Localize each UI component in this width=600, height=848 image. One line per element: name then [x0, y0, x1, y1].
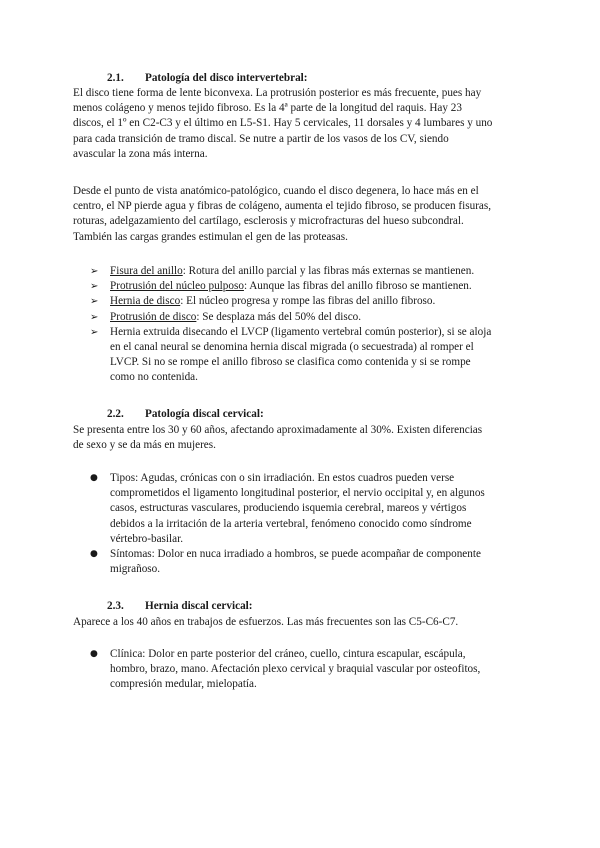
list-item [90, 264, 530, 279]
text-line: como no contenida. [110, 371, 198, 384]
term: Hernia de disco [110, 295, 181, 308]
text-line: de sexo y se da más en mujeres. [73, 439, 216, 452]
section-title: Patología discal cervical: [145, 408, 264, 420]
arrow-bullet-icon: ➢ [90, 266, 99, 277]
term: Protrusión de disco [110, 310, 197, 323]
definition: : Rotura del anillo parcial y las fibras más externas se mantienen. [182, 265, 475, 277]
bullet-dot-icon: ● [90, 649, 98, 659]
bullet-list-hernia [90, 647, 530, 693]
text-line: Tipos: Agudas, crónicas con o sin irradiación. En estos cuadros pueden verse [110, 472, 455, 484]
text-line: El disco tiene forma de lente biconvexa. La protrusión posterior es más frecuente, pues hay [73, 87, 482, 99]
section-number: 2.3. [107, 600, 124, 612]
list-item [90, 279, 530, 294]
text-line: menos colágeno y menos tejido fibroso. Es la 4ª parte de la longitud del raquis. Hay 23 [73, 102, 462, 115]
definition: : Aunque las fibras del anillo fibroso se mantienen. [243, 280, 472, 293]
text-line: avascular la zona más interna. [73, 147, 208, 160]
text-line: Se presenta entre los 30 y 60 años, afectando aproximadamente al 30%. Existen diferencias [73, 424, 483, 436]
list-item [90, 647, 530, 693]
section-heading-2-2 [107, 407, 264, 422]
text-line: comprometidos el ligamento longitudinal posterior, el nervio occipital y, en algunos [110, 487, 485, 500]
text-line: Aparece a los 40 años en trabajos de esfuerzos. Las más frecuentes son las C5-C6-C7. [73, 616, 459, 628]
definition: : El núcleo progresa y rompe las fibras del anillo fibroso. [180, 295, 436, 308]
section-title: Hernia discal cervical: [145, 600, 253, 612]
text-line: compresión medular, mielopatía. [110, 678, 257, 691]
bullet-dot-icon: ● [90, 473, 98, 483]
text-line: vértebro-basilar. [110, 532, 183, 545]
section-heading-2-1 [107, 71, 308, 86]
paragraph-disc-description [73, 86, 529, 162]
term: Fisura del anillo [110, 265, 183, 277]
text-line: centro, el NP pierde agua y fibras de colágeno, aumenta el tejido fibroso, se producen fisuras, [73, 200, 492, 213]
bullet-dot-icon: ● [90, 549, 98, 560]
text-line: casos, estructuras vasculares, produciendo isquemia cerebral, mareos y vértigos [110, 502, 467, 515]
section-title: Patología del disco intervertebral: [145, 72, 308, 84]
text-line: roturas, adelgazamiento del cartílago, esclerosis y microfracturas del hueso subcondral. [73, 215, 464, 228]
arrow-bullet-icon: ➢ [90, 311, 99, 323]
bullet-list-cervical [90, 471, 530, 577]
paragraph-cervical-intro [73, 423, 529, 453]
arrow-bullet-icon: ➢ [90, 326, 99, 338]
text-line: LVCP. Si no se rompe el anillo fibroso se clasifica como contenida y si se rompe [110, 356, 471, 369]
text-line: migrañoso. [110, 563, 161, 576]
list-item [90, 294, 530, 309]
list-item [90, 547, 530, 577]
text-line: Síntomas: Dolor en nuca irradiado a hombros, se puede acompañar de componente [110, 548, 481, 561]
term: Protrusión del núcleo pulposo [110, 280, 244, 293]
text-line: Clínica: Dolor en parte posterior del cráneo, cuello, cintura escapular, escápula, [110, 648, 466, 660]
text-line: debidos a la irritación de la arteria vertebral, fenómeno conocido como síndrome [110, 517, 472, 530]
section-number: 2.2. [107, 408, 124, 420]
arrow-bullet-icon: ➢ [90, 281, 99, 293]
definition: : Se desplaza más del 50% del disco. [196, 310, 362, 323]
text-line: hombro, brazo, mano. Afectación plexo cervical y braquial vascular por osteofitos, [110, 663, 481, 676]
text-line: También las cargas grandes estimulan el gen de las proteasas. [73, 230, 348, 243]
paragraph-anatomopathology [73, 184, 529, 245]
text-line: discos, el 1º en C2-C3 y el último en L5-S1. Hay 5 cervicales, 11 dorsales y 4 lumbares y uno [73, 117, 493, 130]
arrow-list-disc-pathologies [90, 264, 530, 386]
list-item [90, 325, 530, 386]
paragraph-hernia-intro [73, 615, 529, 630]
section-number: 2.1. [107, 72, 124, 84]
text-line: para cada transición de tramo discal. Se nutre a partir de los vasos de los CV, siendo [73, 132, 449, 145]
section-heading-2-3 [107, 599, 253, 614]
text-line: Desde el punto de vista anatómico-patológico, cuando el disco degenera, lo hace más en el [73, 185, 479, 197]
arrow-bullet-icon: ➢ [90, 296, 99, 308]
list-item [90, 310, 530, 325]
text-line: Hernia extruida disecando el LVCP (ligamento vertebral común posterior), si se aloja [110, 325, 492, 338]
list-item [90, 471, 530, 547]
text-line: en el canal neural se denomina hernia discal migrada (o secuestrada) al romper el [110, 341, 474, 354]
